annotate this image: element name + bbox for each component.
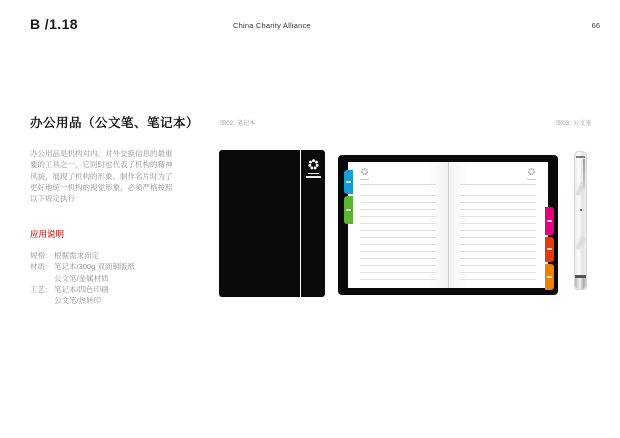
spec-row	[30, 284, 135, 295]
charity-flower-logo-icon	[307, 158, 320, 171]
page-header	[360, 166, 436, 185]
page-header-caption	[360, 179, 369, 180]
spec-row	[30, 250, 135, 261]
description-line: 以下规定执行	[30, 194, 75, 204]
spec-label	[30, 295, 54, 306]
description-line: 风貌，展现了机构的形象。制作名片时为了	[30, 171, 173, 181]
spec-list	[30, 250, 135, 306]
open-notebook-image	[338, 155, 558, 295]
logo-caption-line	[306, 176, 321, 178]
spec-row	[30, 261, 135, 272]
pen-cap-ring	[576, 156, 585, 158]
index-tab-green	[344, 196, 353, 224]
spec-value: 笔记本/四色印刷	[54, 284, 109, 294]
spec-value: 笔记本/300g 双面铜版纸	[54, 262, 135, 272]
page-header	[460, 166, 536, 185]
brand-name: China Charity Alliance	[233, 21, 311, 30]
notebook-page-right	[448, 162, 548, 288]
spec-label	[30, 273, 54, 284]
pen-clip	[583, 159, 585, 189]
spec-value: 公文笔/金属材质	[54, 273, 109, 283]
pen-image	[574, 151, 587, 290]
spec-row	[30, 295, 135, 306]
index-tab-blue	[344, 170, 353, 194]
section-code: B /1.18	[30, 16, 78, 32]
pen-reflection	[574, 179, 587, 198]
charity-flower-logo-icon	[360, 167, 369, 176]
index-tab-orange	[545, 264, 554, 290]
index-tab-red	[545, 237, 554, 262]
figure-label-notebook: 图02: 笔记本	[220, 121, 256, 127]
page-number: 66	[591, 21, 600, 30]
notebook-page-left	[348, 162, 448, 288]
logo-caption-line	[308, 173, 319, 174]
page-header-caption	[527, 179, 536, 180]
spec-value: 根据需求而定	[54, 251, 99, 260]
ruled-lines	[360, 195, 436, 285]
application-notes-heading: 应用说明	[30, 229, 65, 239]
ruled-lines	[460, 195, 536, 285]
spec-row	[30, 273, 135, 284]
pen-body	[574, 151, 587, 290]
spec-label: 规格：	[30, 251, 53, 260]
pen-button	[580, 209, 582, 211]
index-tab-magenta	[545, 207, 554, 235]
closed-notebook-image	[219, 150, 325, 297]
description-line: 办公用品是机构对内、对外交换信息的最重	[30, 149, 173, 158]
notebook-pages	[348, 162, 548, 288]
pen-reflection	[574, 233, 587, 252]
description-paragraph	[30, 148, 192, 204]
cover-spine-band	[301, 158, 325, 178]
page-title: 办公用品（公文笔、笔记本）	[30, 116, 200, 130]
pen-tip	[575, 278, 586, 289]
figure-label-pen: 图03: 公文笔	[556, 121, 592, 127]
description-line: 更好地统一机构的视觉形象，必须严格按照	[30, 182, 173, 192]
spec-label: 工艺：	[30, 284, 53, 294]
description-line: 要的工具之一，它同时也代表了机构的精神	[30, 160, 173, 170]
charity-flower-logo-icon	[527, 167, 536, 176]
spec-value: 公文笔/热转印	[54, 296, 102, 306]
spec-label: 材质：	[30, 262, 53, 272]
